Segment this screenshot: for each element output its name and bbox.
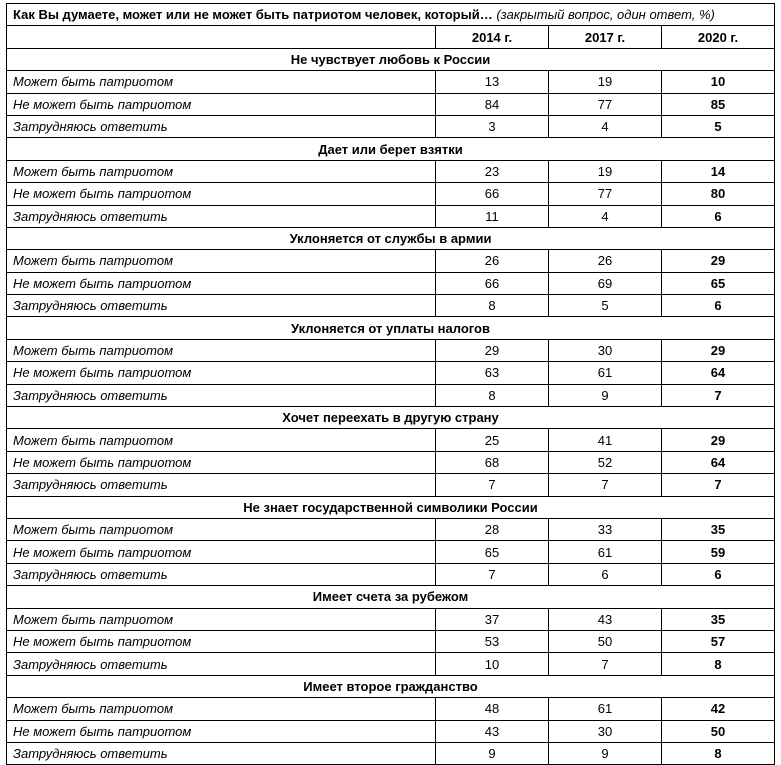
value-2017: 52 xyxy=(549,451,662,473)
value-2014: 28 xyxy=(436,518,549,540)
value-2014: 7 xyxy=(436,474,549,496)
value-2014: 84 xyxy=(436,93,549,115)
value-2020: 6 xyxy=(662,563,775,585)
section-header-row xyxy=(7,138,775,160)
table-row xyxy=(7,93,775,115)
section-title: Уклоняется от уплаты налогов xyxy=(7,317,775,339)
section-header-row xyxy=(7,496,775,518)
section-title: Дает или берет взятки xyxy=(7,138,775,160)
section-title: Не знает государственной символики России xyxy=(7,496,775,518)
value-2017: 61 xyxy=(549,362,662,384)
section-header-row xyxy=(7,586,775,608)
value-2014: 13 xyxy=(436,71,549,93)
value-2017: 9 xyxy=(549,742,662,764)
value-2014: 23 xyxy=(436,160,549,182)
value-2014: 43 xyxy=(436,720,549,742)
section-header-row xyxy=(7,407,775,429)
value-2020: 42 xyxy=(662,698,775,720)
table-row xyxy=(7,71,775,93)
survey-table xyxy=(6,3,775,765)
table-row xyxy=(7,474,775,496)
value-2020: 6 xyxy=(662,205,775,227)
row-label: Может быть патриотом xyxy=(7,429,436,451)
value-2017: 41 xyxy=(549,429,662,451)
row-label: Не может быть патриотом xyxy=(7,451,436,473)
value-2017: 9 xyxy=(549,384,662,406)
value-2014: 63 xyxy=(436,362,549,384)
section-header-row xyxy=(7,227,775,249)
row-label: Может быть патриотом xyxy=(7,250,436,272)
value-2017: 61 xyxy=(549,698,662,720)
value-2017: 61 xyxy=(549,541,662,563)
section-title: Имеет счета за рубежом xyxy=(7,586,775,608)
section-header-row xyxy=(7,48,775,70)
value-2020: 29 xyxy=(662,250,775,272)
value-2017: 77 xyxy=(549,183,662,205)
label-header-blank xyxy=(7,26,436,48)
table-row xyxy=(7,451,775,473)
row-label: Не может быть патриотом xyxy=(7,272,436,294)
row-label: Может быть патриотом xyxy=(7,698,436,720)
value-2017: 19 xyxy=(549,71,662,93)
value-2014: 3 xyxy=(436,115,549,137)
value-2020: 64 xyxy=(662,362,775,384)
table-row xyxy=(7,698,775,720)
value-2017: 43 xyxy=(549,608,662,630)
value-2020: 14 xyxy=(662,160,775,182)
row-label: Может быть патриотом xyxy=(7,608,436,630)
table-row xyxy=(7,115,775,137)
value-2014: 48 xyxy=(436,698,549,720)
value-2020: 29 xyxy=(662,339,775,361)
row-label: Может быть патриотом xyxy=(7,71,436,93)
row-label: Может быть патриотом xyxy=(7,339,436,361)
value-2020: 5 xyxy=(662,115,775,137)
value-2020: 35 xyxy=(662,518,775,540)
value-2014: 66 xyxy=(436,183,549,205)
value-2020: 65 xyxy=(662,272,775,294)
row-label: Не может быть патриотом xyxy=(7,362,436,384)
value-2017: 6 xyxy=(549,563,662,585)
value-2017: 69 xyxy=(549,272,662,294)
value-2014: 26 xyxy=(436,250,549,272)
row-label: Затрудняюсь ответить xyxy=(7,653,436,675)
value-2017: 50 xyxy=(549,630,662,652)
table-row xyxy=(7,384,775,406)
year-header-2014: 2014 г. xyxy=(436,26,549,48)
row-label: Может быть патриотом xyxy=(7,518,436,540)
value-2017: 26 xyxy=(549,250,662,272)
section-title: Имеет второе гражданство xyxy=(7,675,775,697)
value-2020: 64 xyxy=(662,451,775,473)
year-header-row xyxy=(7,26,775,48)
section-header-row xyxy=(7,317,775,339)
value-2014: 29 xyxy=(436,339,549,361)
table-row xyxy=(7,183,775,205)
value-2020: 57 xyxy=(662,630,775,652)
value-2017: 5 xyxy=(549,295,662,317)
value-2020: 29 xyxy=(662,429,775,451)
value-2020: 50 xyxy=(662,720,775,742)
value-2020: 80 xyxy=(662,183,775,205)
year-header-2020: 2020 г. xyxy=(662,26,775,48)
value-2014: 53 xyxy=(436,630,549,652)
value-2020: 59 xyxy=(662,541,775,563)
value-2014: 10 xyxy=(436,653,549,675)
value-2014: 68 xyxy=(436,451,549,473)
table-row xyxy=(7,250,775,272)
table-row xyxy=(7,160,775,182)
value-2017: 7 xyxy=(549,653,662,675)
row-label: Не может быть патриотом xyxy=(7,183,436,205)
value-2020: 7 xyxy=(662,474,775,496)
table-row xyxy=(7,608,775,630)
row-label: Затрудняюсь ответить xyxy=(7,205,436,227)
value-2014: 9 xyxy=(436,742,549,764)
value-2020: 8 xyxy=(662,742,775,764)
row-label: Не может быть патриотом xyxy=(7,720,436,742)
row-label: Затрудняюсь ответить xyxy=(7,474,436,496)
table-row xyxy=(7,429,775,451)
table-row xyxy=(7,720,775,742)
section-title: Уклоняется от службы в армии xyxy=(7,227,775,249)
value-2014: 66 xyxy=(436,272,549,294)
value-2017: 33 xyxy=(549,518,662,540)
row-label: Затрудняюсь ответить xyxy=(7,384,436,406)
table-row xyxy=(7,295,775,317)
value-2017: 30 xyxy=(549,339,662,361)
table-row xyxy=(7,362,775,384)
table-row xyxy=(7,653,775,675)
value-2014: 11 xyxy=(436,205,549,227)
value-2014: 65 xyxy=(436,541,549,563)
value-2020: 8 xyxy=(662,653,775,675)
year-header-2017: 2017 г. xyxy=(549,26,662,48)
table-row xyxy=(7,205,775,227)
value-2020: 85 xyxy=(662,93,775,115)
value-2020: 6 xyxy=(662,295,775,317)
value-2014: 37 xyxy=(436,608,549,630)
row-label: Затрудняюсь ответить xyxy=(7,742,436,764)
value-2014: 25 xyxy=(436,429,549,451)
question-text: Как Вы думаете, может или не может быть патриотом человек, который… xyxy=(13,7,493,23)
table-row xyxy=(7,272,775,294)
table-row xyxy=(7,518,775,540)
table-row xyxy=(7,563,775,585)
table-row xyxy=(7,742,775,764)
value-2017: 7 xyxy=(549,474,662,496)
section-title: Хочет переехать в другую страну xyxy=(7,407,775,429)
value-2017: 30 xyxy=(549,720,662,742)
value-2020: 35 xyxy=(662,608,775,630)
row-label: Затрудняюсь ответить xyxy=(7,295,436,317)
section-title: Не чувствует любовь к России xyxy=(7,48,775,70)
value-2014: 8 xyxy=(436,295,549,317)
row-label: Затрудняюсь ответить xyxy=(7,563,436,585)
table-body xyxy=(7,48,775,765)
table-row xyxy=(7,630,775,652)
question-cell xyxy=(7,4,775,26)
value-2014: 8 xyxy=(436,384,549,406)
row-label: Не может быть патриотом xyxy=(7,630,436,652)
value-2017: 4 xyxy=(549,205,662,227)
value-2017: 77 xyxy=(549,93,662,115)
row-label: Затрудняюсь ответить xyxy=(7,115,436,137)
question-row xyxy=(7,4,775,26)
value-2014: 7 xyxy=(436,563,549,585)
table-row xyxy=(7,541,775,563)
row-label: Может быть патриотом xyxy=(7,160,436,182)
value-2020: 10 xyxy=(662,71,775,93)
row-label: Не может быть патриотом xyxy=(7,93,436,115)
table-row xyxy=(7,339,775,361)
row-label: Не может быть патриотом xyxy=(7,541,436,563)
question-note: (закрытый вопрос, один ответ, %) xyxy=(496,7,715,23)
value-2020: 7 xyxy=(662,384,775,406)
value-2017: 19 xyxy=(549,160,662,182)
section-header-row xyxy=(7,675,775,697)
value-2017: 4 xyxy=(549,115,662,137)
